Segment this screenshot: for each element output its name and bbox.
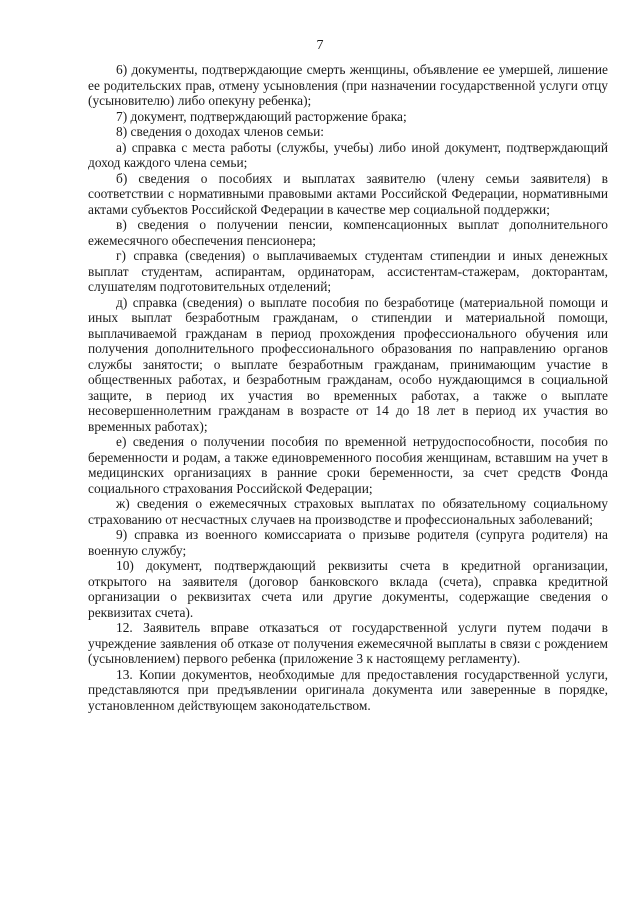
document-body <box>88 62 608 713</box>
paragraph-item-10: 10) документ, подтверждающий реквизиты счета в кредитной организации, открытого на заявителя (договор банковского вклада (счета), справка кредитной организации о реквизитах счета или другие документы, содержащие сведения о реквизитах счета). <box>88 558 608 620</box>
paragraph-item-6: 6) документы, подтверждающие смерть женщины, объявление ее умершей, лишение ее родительских прав, отмену усыновления (при назначении государственной услуги отцу (усыновителю) либо опекуну ребенка); <box>88 62 608 108</box>
paragraph-subitem-v: в) сведения о получении пенсии, компенсационных выплат дополнительного ежемесячного обеспечения пенсионера; <box>88 217 608 248</box>
paragraph-subitem-e: е) сведения о получении пособия по временной нетрудоспособности, пособия по беременности и родам, а также единовременного пособия женщинам, вставшим на учет в медицинских организациях в ранние сроки беременности, за счет средств Фонда социального страхования Российской Федерации; <box>88 434 608 496</box>
paragraph-clause-13: 13. Копии документов, необходимые для предоставления государственной услуги, представляются при предъявлении оригинала документа или заверенные в порядке, установленном действующем законодательством. <box>88 666 608 713</box>
paragraph-subitem-g: г) справка (сведения) о выплачиваемых студентам стипендии и иных денежных выплат студентам, аспирантам, ординаторам, ассистентам-стажерам, докторантам, слушателям подготовительных отделений; <box>88 248 608 294</box>
paragraph-item-8: 8) сведения о доходах членов семьи: <box>116 124 324 139</box>
paragraph-subitem-a: а) справка с места работы (службы, учебы) либо иной документ, подтверждающий доход каждого члена семьи; <box>88 139 608 170</box>
paragraph-subitem-d: д) справка (сведения) о выплате пособия по безработице (материальной помощи и иных выплат безработным гражданам, о стипендии и материальной помощи, выплачиваемой гражданам в период прохождения профессионального обучения или получения дополнительного профессионального образования по направлению органов службы занятости; о выплате безработным гражданам, принимающим участие в общественных работах, и безработным гражданам, особо нуждающимся в социальной защите, в период их участия во временных работах, а также о выплате несовершеннолетним гражданам в возрасте от 14 до 18 лет в период их участия во временных работах); <box>88 294 608 434</box>
paragraph-subitem-zh: ж) сведения о ежемесячных страховых выплатах по обязательному социальному страхованию от несчастных случаев на производстве и профессиональных заболеваний; <box>88 496 608 527</box>
paragraph-subitem-b: б) сведения о пособиях и выплатах заявителю (члену семьи заявителя) в соответствии с нормативными правовыми актами Российской Федерации, нормативными актами субъектов Российской Федерации в качестве мер социальной поддержки; <box>88 170 608 217</box>
page-number: 7 <box>316 38 324 53</box>
paragraph-item-7: 7) документ, подтверждающий расторжение брака; <box>116 108 407 124</box>
paragraph-clause-12: 12. Заявитель вправе отказаться от государственной услуги путем подачи в учреждение заявления об отказе от получения ежемесячной выплаты в связи с рождением (усыновлением) первого ребенка (приложение 3 к настоящему регламенту). <box>88 620 608 666</box>
paragraph-item-9: 9) справка из военного комиссариата о призыве родителя (супруга родителя) на военную службу; <box>88 527 608 558</box>
